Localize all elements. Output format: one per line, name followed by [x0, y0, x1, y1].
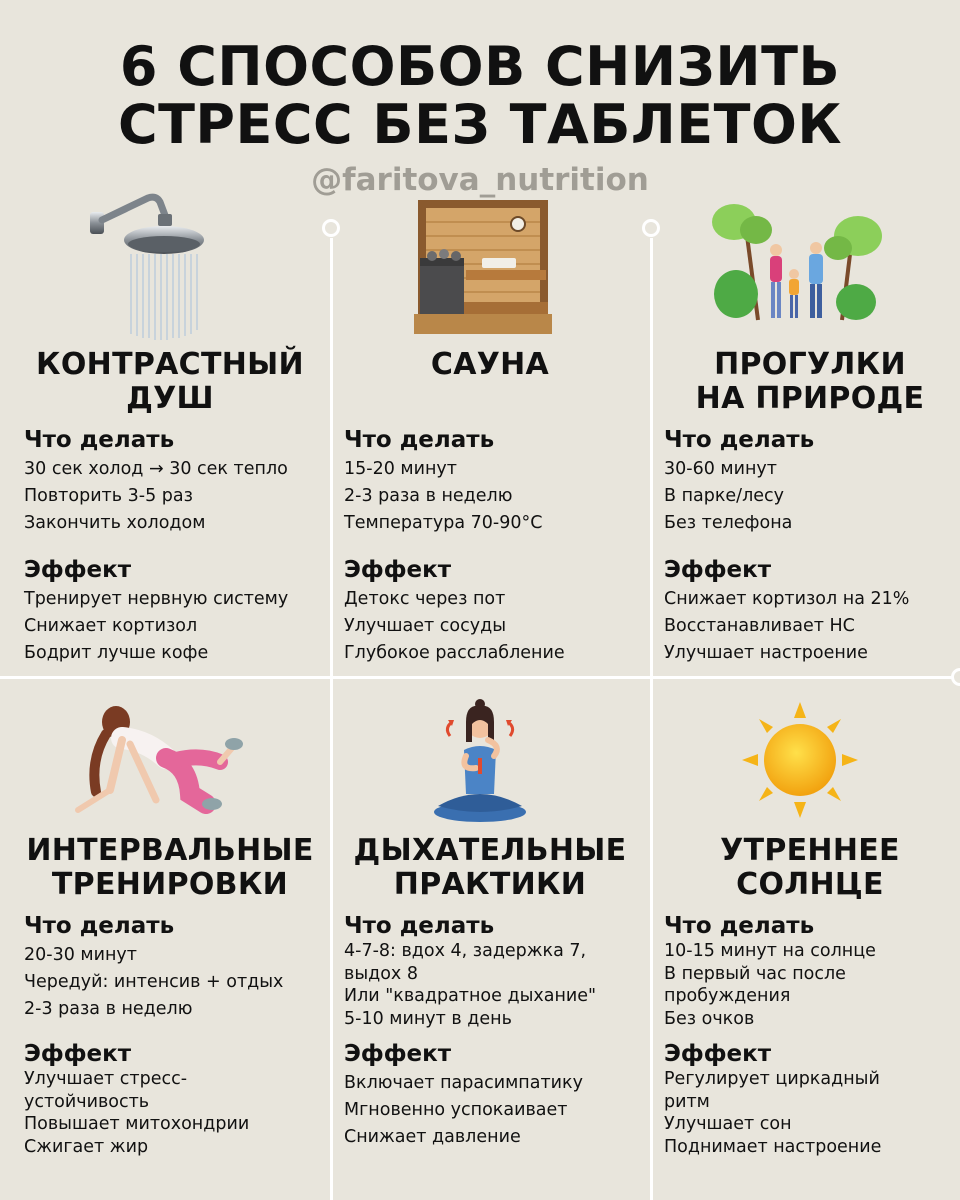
list-item: пробуждения [664, 986, 791, 1006]
list-item: Чередуй: интенсив + отдых [24, 972, 284, 992]
list-item: Детокс через пот [344, 589, 506, 609]
effect-section [664, 556, 960, 667]
what-to-do-section [344, 426, 654, 537]
effect-section [24, 556, 334, 667]
what-to-do-heading: Что делать [664, 427, 815, 453]
sauna-icon [414, 198, 552, 334]
list-item: Улучшает стресс- [24, 1069, 188, 1089]
effect-section [664, 1040, 960, 1158]
author-handle: @faritova_nutrition [311, 162, 649, 198]
effect-section [24, 1040, 334, 1158]
what-to-do-section [344, 912, 654, 1030]
what-to-do-heading: Что делать [344, 913, 495, 939]
list-item: Снижает давление [344, 1127, 521, 1147]
card-title: ДЫХАТЕЛЬНЫЕ ПРАКТИКИ [353, 833, 627, 902]
list-item: Восстанавливает НС [664, 616, 855, 636]
list-item: 4-7-8: вдох 4, задержка 7, [344, 941, 587, 961]
list-item: Бодрит лучше кофе [24, 643, 209, 663]
what-to-do-heading: Что делать [24, 913, 175, 939]
breathing-meditation-icon [430, 698, 530, 822]
workout-icon [70, 700, 246, 818]
list-item: 10-15 минут на солнце [664, 941, 876, 961]
list-item: Тренирует нервную систему [24, 589, 289, 609]
list-item: Без очков [664, 1008, 755, 1029]
list-item: Поднимает настроение [664, 1136, 882, 1157]
family-walk-icon [706, 198, 890, 326]
list-item: Регулирует циркадный [664, 1069, 880, 1089]
list-item: Мгновенно успокаивает [344, 1100, 568, 1120]
list-item: 2-3 раза в неделю [24, 999, 193, 1019]
effect-heading: Эффект [664, 1041, 772, 1067]
list-item: ритм [664, 1091, 710, 1112]
title-line-1: 6 СПОСОБОВ СНИЗИТЬ [119, 35, 841, 98]
list-item: Включает парасимпатику [344, 1073, 583, 1093]
list-item: Закончить холодом [24, 513, 206, 533]
list-item: Снижает кортизол [24, 616, 198, 636]
list-item: 30 сек холод → 30 сек тепло [24, 459, 288, 479]
list-item: В парке/лесу [664, 486, 785, 506]
card-title: КОНТРАСТНЫЙ ДУШ [36, 347, 304, 416]
list-item: 30-60 минут [664, 459, 777, 479]
what-to-do-heading: Что делать [24, 427, 175, 453]
page-title [0, 35, 960, 156]
list-item: Улучшает настроение [664, 643, 868, 663]
list-item: выдох 8 [344, 963, 418, 984]
what-to-do-section [664, 912, 960, 1030]
effect-heading: Эффект [344, 557, 452, 583]
list-item: 15-20 минут [344, 459, 457, 479]
list-item: 5-10 минут в день [344, 1008, 512, 1029]
sun-icon [740, 700, 860, 820]
list-item: Снижает кортизол на 21% [664, 589, 910, 609]
what-to-do-section [664, 426, 960, 537]
divider-horizontal [0, 676, 960, 679]
effect-heading: Эффект [664, 557, 772, 583]
divider-dot-right [642, 219, 660, 237]
list-item: Без телефона [664, 513, 793, 533]
effect-heading: Эффект [24, 1041, 132, 1067]
card-title: УТРЕННЕЕ СОЛНЦЕ [720, 833, 900, 902]
shower-icon [86, 188, 216, 340]
effect-heading: Эффект [24, 557, 132, 583]
card-title: ПРОГУЛКИ НА ПРИРОДЕ [695, 347, 925, 416]
list-item: Сжигает жир [24, 1136, 149, 1157]
what-to-do-section [24, 426, 334, 537]
effect-heading: Эффект [344, 1041, 452, 1067]
list-item: 2-3 раза в неделю [344, 486, 513, 506]
list-item: устойчивость [24, 1091, 150, 1112]
divider-dot-left [322, 219, 340, 237]
effect-section [344, 1040, 654, 1151]
effect-section [344, 556, 654, 667]
list-item: Глубокое расслабление [344, 643, 565, 663]
list-item: В первый час после [664, 963, 846, 984]
list-item: Повышает митохондрии [24, 1114, 250, 1134]
what-to-do-heading: Что делать [664, 913, 815, 939]
divider-dot-edge [951, 668, 960, 686]
list-item: Улучшает сон [664, 1114, 792, 1134]
card-title: ИНТЕРВАЛЬНЫЕ ТРЕНИРОВКИ [26, 833, 314, 902]
title-line-2: СТРЕСС БЕЗ ТАБЛЕТОК [117, 93, 843, 156]
list-item: 20-30 минут [24, 945, 137, 965]
what-to-do-heading: Что делать [344, 427, 495, 453]
list-item: Улучшает сосуды [344, 616, 507, 636]
card-title: САУНА [430, 347, 550, 382]
what-to-do-section [24, 912, 334, 1023]
list-item: Температура 70-90°C [344, 513, 543, 533]
list-item: Или "квадратное дыхание" [344, 986, 597, 1006]
list-item: Повторить 3-5 раз [24, 486, 193, 506]
